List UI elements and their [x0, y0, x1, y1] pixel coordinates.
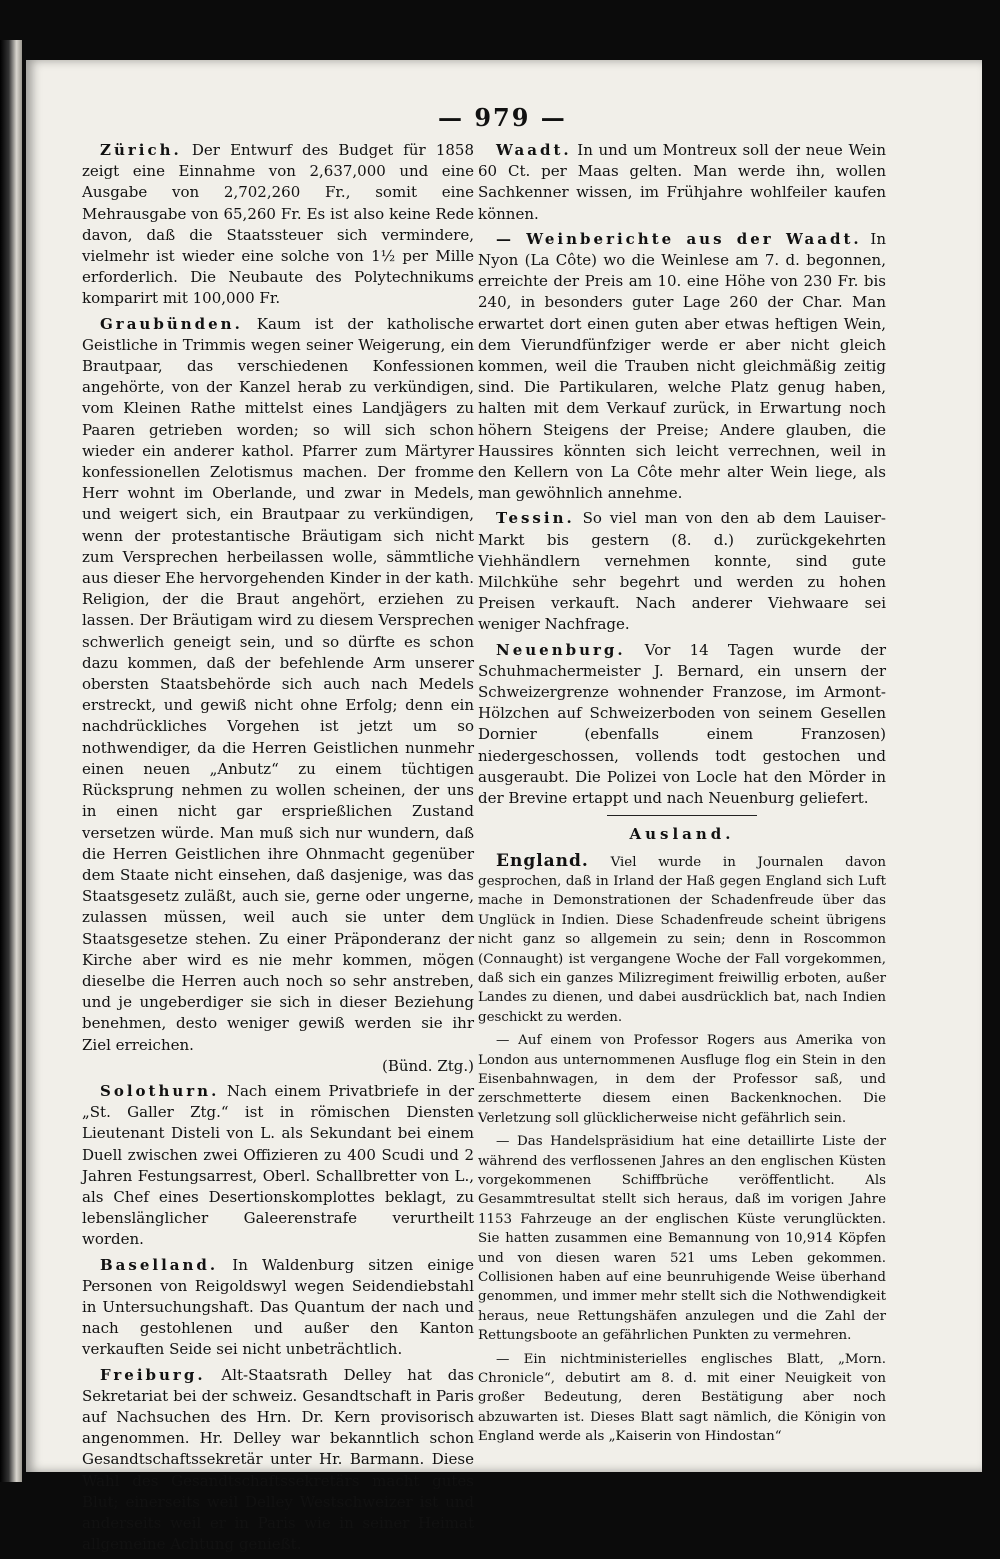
article-weinberichte: — Weinberichte aus der Waadt. In Nyon (La Côte) wo die Weinlese am 7. d. begonnen, erreichte der Preis am 10. eine Höhe von 230 Fr. bis 240, in besonders guter Lage 260 der Char. Man erwartet dort einen guten aber etwas heftigen Wein, dem Vierundfünfziger werde er aber nicht gleich kommen, weil die Trauben nicht gleichmäßig zeitig sind. Die Partikularen, welche Platz genug haben, halten mit dem Verkauf zurück, in Erwartung noch höhern Steigens der Preise; Andere glauben, die Haussires könnten sich leicht verrechnen, weil in den Kellern von La Côte mehr alter Wein liege, als man gewöhnlich annehme. — [478, 229, 886, 503]
article-solothurn: Solothurn. Nach einem Privatbriefe in der „St. Galler Ztg.“ ist in römischen Diensten Lieutenant Disteli von L. als Sekundant bei einem Duell zwischen zwei Offizieren zu 400 Scudi und 2 Jahren Festungsarrest, Oberl. Schallbretter von L., als Chef eines Desertionskomplottes beklagt, zu lebenslänglicher Galeerenstrafe verurtheilt worden. — [82, 1081, 474, 1249]
book-binding — [0, 40, 22, 1482]
article-england-rogers: — Auf einem von Professor Rogers aus Amerika von London aus unternommenen Ausfluge flog ein Stein in den Eisenbahnwagen, in dem der Professor saß, und zerschmetterte diesem einen Backenknochen. Die Verletzung soll glücklicherweise nicht gefährlich sein. — [478, 1033, 886, 1126]
article-waadt: Waadt. In und um Montreux soll der neue Wein 60 Ct. per Maas gelten. Man werde ihn, wollen Sachkenner wissen, im Frühjahre wohlfeiler kaufen können. — [478, 141, 886, 223]
section-title: Ausland. — [629, 825, 735, 844]
article-baselland: Baselland. In Waldenburg sitzen einige Personen von Reigoldswyl wegen Seidendiebstahl in Untersuchungshaft. Das Quantum der nach und nach gestohlenen und außer den Kanton verkauften Seide sei nicht unbeträchtlich. — [82, 1255, 474, 1359]
right-column — [478, 140, 886, 1451]
article-graubuenden: Graubünden. Kaum ist der katholische Geistliche in Trimmis wegen seiner Weigerung, ein Brautpaar, das verschiedenen Konfessionen angehörte, von der Kanzel herab zu verkündigen, vom Kleinen Rathe mittelst eines Landjägers zu Paaren getrieben worden; so will sich schon wieder ein anderer kathol. Pfarrer zum Märtyrer konfessionellen Zelotismus machen. Der fromme Herr wohnt im Oberlande, und zwar in Medels, und weigert sich, ein Brautpaar zu verkündigen, wenn der protestantische Bräutigam sich nicht zum Versprechen herbeilassen wolle, sämmtliche aus dieser Ehe hervorgehenden Kinder in der kath. Religion, der die Braut angehört, erziehen zu lassen. Der Bräutigam wird zu diesem Versprechen schwerlich geneigt sein, und so dürfte es schon dazu kommen, daß der befehlende Arm unserer obersten Staatsbehörde sich auch nach Medels erstreckt, und gewiß nicht ohne Erfolg; denn ein nachdrückliches Vorgehen ist jetzt um so nothwendiger, da die Herren Geistlichen nunmehr einen neuen „Anbutz“ zu einem tüchtigen Rücksprung nehmen zu wollen scheinen, der uns in einen nicht gar ersprießlichen Zustand versetzen würde. Man muß sich nur wundern, daß die Herren Geistlichen ihre Ohnmacht gegenüber dem Staate nicht einsehen, daß dasjenige, was das Staatsgesetz zuläßt, auch sie, gerne oder ungerne, zulassen müssen, weil auch sie unter dem Staatsgesetze stehen. Zu einer Präponderanz der Kirche aber wird es nie mehr kommen, mögen dieselbe die Herren auch noch so sehr anstreben, und je ungeberdiger sie sich in dieser Beziehung benehmen, desto weniger gewiß werden sie ihr Ziel erreichen. (Bünd. Ztg.) — [82, 314, 474, 1077]
page-number: — 979 — — [438, 103, 567, 132]
left-column — [82, 140, 474, 1559]
source-citation: (Bünd. Ztg.) — [381, 1056, 474, 1075]
england-section — [478, 852, 886, 1447]
article-freiburg: Freiburg. Alt-Staatsrath Delley hat das Sekretariat bei der schweiz. Gesandtschaft in Paris auf Nachsuchen des Hrn. Dr. Kern provisorisch angenommen. Hr. Delley war bekanntlich schon Gesandtschaftssekretär unter Hr. Barmann. Diese Wahl des Gesandtschaftssekretärs macht gutes Blut; einerseits weil Delley Westschweizer ist und anderseits weil er in Paris wie in seiner Heimat allgemeine Achtung genießt. — [82, 1365, 474, 1554]
article-zuerich: Zürich. Der Entwurf des Budget für 1858 zeigt eine Einnahme von 2,637,000 und eine Ausgabe von 2,702,260 Fr., somit eine Mehrausgabe von 65,260 Fr. Es ist also keine Rede davon, daß die Staatssteuer sich verminderе, vielmehr ist wieder eine solche von 1½ per Mille erforderlich. Die Neubaute des Polytechnikums komparirt mit 100,000 Fr. — [82, 141, 474, 308]
section-divider — [607, 815, 757, 816]
article-tessin: Tessin. So viel man von den ab dem Lauiser-Markt bis gestern (8. d.) zurückgekehrten Viehhändlern vernehmen konnte, sind gute Milchkühe sehr begehrt und werden zu hohen Preisen verkauft. Nach anderer Viehwaare sei weniger Nachfrage. — [478, 509, 886, 634]
article-england-chronicle: — Ein nichtministerielles englisches Blatt, „Morn. Chronicle“, debutirt am 8. d. mit einer Neuigkeit von großer Bedeutung, deren Bestätigung aber noch abzuwarten ist. Dieses Blatt sagt nämlich, die Königin von England werde als „Kaiserin von Hindostan“ — [478, 1351, 886, 1445]
article-england-shipwrecks: — Das Handelspräsidium hat eine detaillirte Liste der während des verflossenen Jahres an den englischen Küsten vorgekommenen Schiffbrüche veröffentlicht. Als Gesammtresultat stellt sich heraus, daß im vorigen Jahre 1153 Fahrzeuge an der englischen Küste verunglückten. Sie hatten zusammen eine Bemannung von 10,914 Köpfen und von diesen waren 521 ums Leben gekommen. Collisionen haben auf eine beunruhigende Weise überhand genommen, und immer mehr stellt sich die Nothwendigkeit heraus, neue Rettungshäfen anzulegen und die Zahl der Rettungsboote an gefährlichen Punkten zu vermehren. — [478, 1134, 886, 1344]
article-neuenburg: Neuenburg. Vor 14 Tagen wurde der Schuhmachermeister J. Bernard, ein unsern der Schweizergrenze wohnender Franzose, im Armont-Hölzchen auf Schweizerboden von seinem Gesellen Dornier (ebenfalls einem Franzosen) niedergeschossen, vollends todt gestochen und ausgeraubt. Die Polizei von Locle hat den Mörder in der Brevine ertappt und nach Neuenburg geliefert. — [478, 640, 886, 808]
article-england: England. Viel wurde in Journalen davon gesprochen, daß in Irland der Haß gegen England sich Luft mache in Demonstrationen der Schadenfreude über das Unglück in Indien. Diese Schadenfreude scheint übrigens nicht ganz so allgemein zu sein; denn in Roscommon (Connaught) ist vergangene Woche der Fall vorgekommen, daß sich ein ganzes Milizregiment freiwillig erboten, außer Landes zu dienen, und dabei ausdrücklich bat, nach Indien geschickt zu werden. — [478, 850, 886, 1025]
